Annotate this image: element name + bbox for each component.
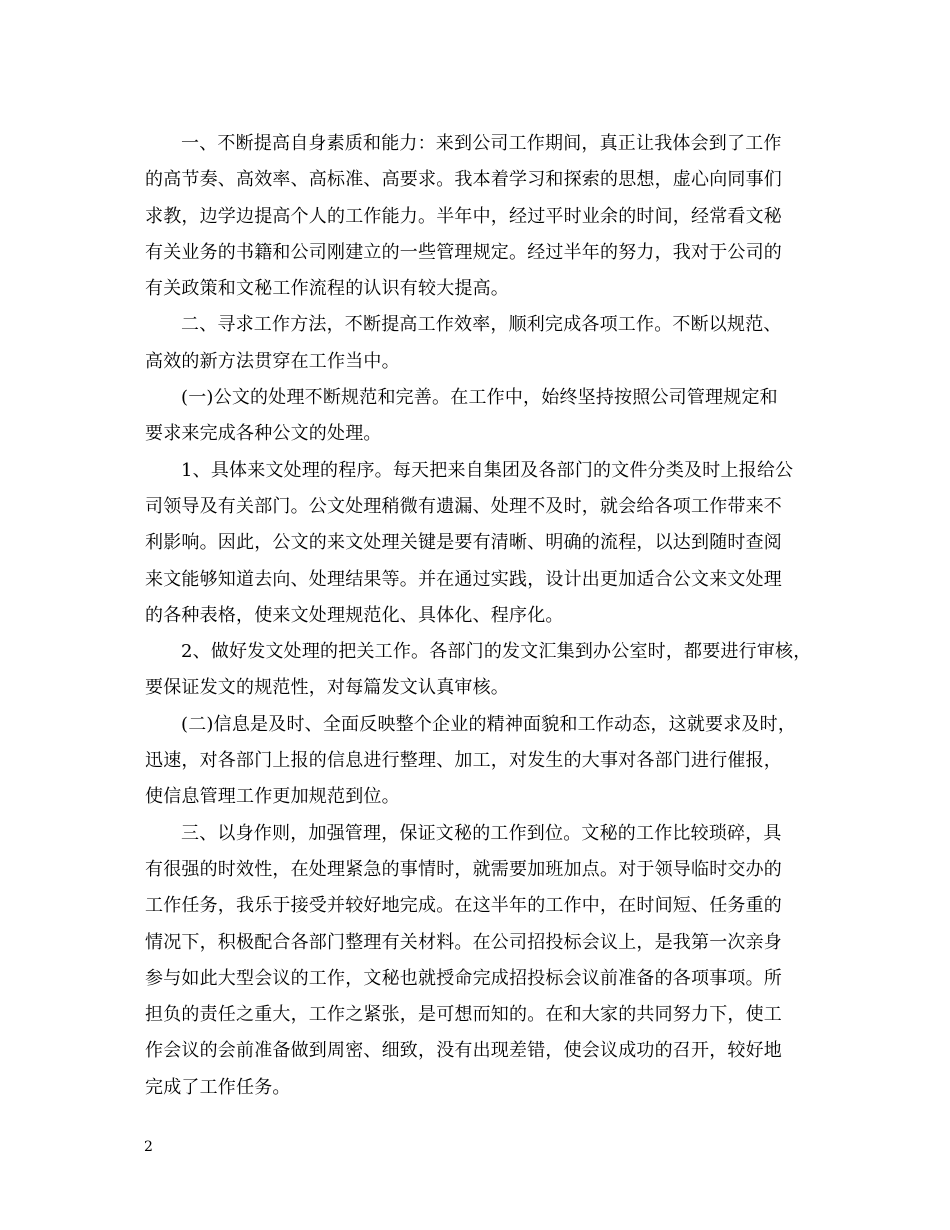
- text-line: 一、不断提高自身素质和能力：来到公司工作期间，真正让我体会到了工作: [181, 133, 782, 154]
- page-number: 2: [144, 1139, 153, 1155]
- text-line: 来文能够知道去向、处理结果等。并在通过实践，设计出更加适合公文来文处理: [145, 568, 782, 590]
- text-line: (一)公文的处理不断规范和完善。在工作中，始终坚持按照公司管理规定和: [181, 387, 778, 409]
- text-line: 要保证发文的规范性，对每篇发文认真审核。: [145, 677, 509, 699]
- text-line: 完成了工作任务。: [145, 1076, 291, 1098]
- document-body: [145, 126, 825, 1106]
- text-line: 二、寻求工作方法，不断提高工作效率，顺利完成各项工作。不断以规范、: [181, 314, 782, 336]
- text-line: 要求来完成各种公文的处理。: [145, 423, 382, 445]
- text-line: 的各种表格，使来文处理规范化、具体化、程序化。: [145, 604, 564, 626]
- text-line: 1、具体来文处理的程序。每天把来自集团及各部门的文件分类及时上报给公: [181, 459, 794, 481]
- text-line: 利影响。因此，公文的来文处理关键是要有清晰、明确的流程，以达到随时查阅: [145, 532, 782, 554]
- text-line: 有很强的时效性，在处理紧急的事情时，就需要加班加点。对于领导临时交办的: [145, 858, 782, 880]
- text-line: 有关政策和文秘工作流程的认识有较大提高。: [145, 278, 509, 300]
- text-line: (二)信息是及时、全面反映整个企业的精神面貌和工作动态，这就要求及时，: [181, 713, 797, 735]
- text-line: 情况下，积极配合各部门整理有关材料。在公司招投标会议上，是我第一次亲身: [145, 931, 782, 953]
- text-line: 三、以身作则，加强管理，保证文秘的工作到位。文秘的工作比较琐碎，具: [181, 822, 782, 844]
- text-line: 高效的新方法贯穿在工作当中。: [145, 350, 400, 372]
- text-line: 使信息管理工作更加规范到位。: [145, 786, 400, 808]
- text-line: 参与如此大型会议的工作，文秘也就授命完成招投标会议前准备的各项事项。所: [145, 967, 782, 989]
- text-line: 担负的责任之重大，工作之紧张，是可想而知的。在和大家的共同努力下，使工: [145, 1004, 782, 1026]
- text-line: 的高节奏、高效率、高标准、高要求。我本着学习和探索的思想，虚心向同事们: [145, 169, 782, 191]
- text-line: 司领导及有关部门。公文处理稍微有遗漏、处理不及时，就会给各项工作带来不: [145, 495, 782, 517]
- text-line: 求教，边学边提高个人的工作能力。半年中，经过平时业余的时间，经常看文秘: [145, 205, 782, 227]
- text-line: 工作任务，我乐于接受并较好地完成。在这半年的工作中，在时间短、任务重的: [145, 895, 782, 917]
- text-line: 有关业务的书籍和公司刚建立的一些管理规定。经过半年的努力，我对于公司的: [145, 241, 782, 263]
- text-line: 2、做好发文处理的把关工作。各部门的发文汇集到办公室时，都要进行审核，: [181, 641, 812, 663]
- text-line: 作会议的会前准备做到周密、细致，没有出现差错，使会议成功的召开，较好地: [145, 1040, 782, 1062]
- text-line: 迅速，对各部门上报的信息进行整理、加工，对发生的大事对各部门进行催报，: [145, 750, 782, 772]
